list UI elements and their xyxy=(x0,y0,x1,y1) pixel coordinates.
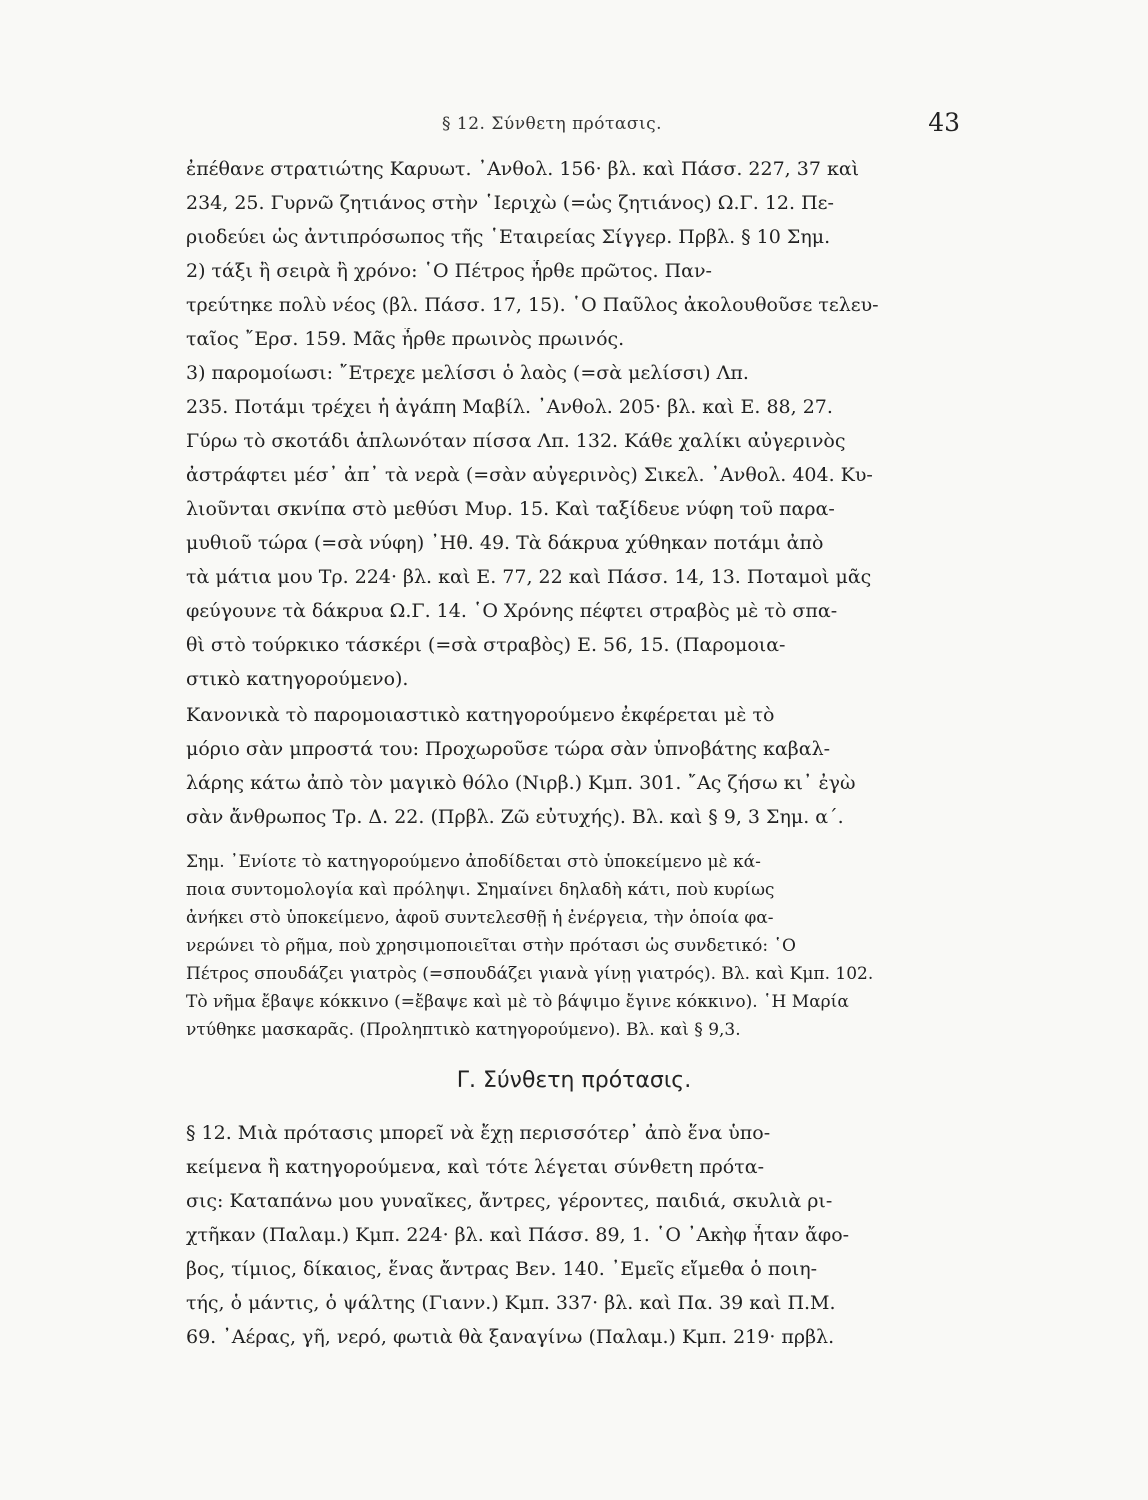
text-line: βος, τίμιος, δίκαιος, ἕνας ἄντρας Βεν. 140. ᾿Εμεῖς εἴμεθα ὁ ποιη- xyxy=(186,1258,818,1280)
note-line: Τὸ νῆμα ἔβαψε κόκκινο (=ἔβαψε καὶ μὲ τὸ βάψιμο ἔγινε κόκκινο). ῾Η Μαρία xyxy=(186,992,849,1012)
text-line: ταῖος ῎Ερσ. 159. Μᾶς ἦρθε πρωινὸς πρωινός. xyxy=(186,328,625,350)
text-line: Γύρω τὸ σκοτάδι ἁπλωνόταν πίσσα Λπ. 132. Κάθε χαλίκι αὐγερινὸς xyxy=(186,430,846,452)
note-block xyxy=(186,852,962,1040)
text-line: ριοδεύει ὡς ἀντιπρόσωπος τῆς ῾Εταιρείας Σίγγερ. Πρβλ. § 10 Σημ. xyxy=(186,226,831,248)
text-line: σὰν ἄνθρωπος Τρ. Δ. 22. (Πρβλ. Ζῶ εὐτυχής). Βλ. καὶ § 9, 3 Σημ. α΄. xyxy=(186,806,844,828)
text-line: ἀστράφτει μέσ᾿ ἀπ᾿ τὰ νερὰ (=σὰν αὐγερινὸς) Σικελ. ᾿Ανθολ. 404. Κυ- xyxy=(186,464,873,486)
text-line: 69. ᾿Αέρας, γῆ, νερό, φωτιὰ θὰ ξαναγίνω (Παλαμ.) Κμπ. 219· πρβλ. xyxy=(186,1326,835,1348)
page-number: 43 xyxy=(928,108,960,137)
text-line: τὰ μάτια μου Τρ. 224· βλ. καὶ Ε. 77, 22 καὶ Πάσσ. 14, 13. Ποταμοὶ μᾶς xyxy=(186,566,872,588)
section-heading: Γ. Σύνθετη πρότασις. xyxy=(456,1068,692,1093)
page-header xyxy=(232,108,960,148)
text-line: φεύγουνε τὰ δάκρυα Ω.Γ. 14. ῾Ο Χρόνης πέφτει στραβὸς μὲ τὸ σπα- xyxy=(186,600,838,622)
note-line: Πέτρος σπουδάζει γιατρὸς (=σπουδάζει γιανὰ γίνῃ γιατρός). Βλ. καὶ Κμπ. 102. xyxy=(186,964,874,984)
note-line: ἀνήκει στὸ ὑποκείμενο, ἀφοῦ συντελεσθῇ ἡ ἐνέργεια, τὴν ὁποία φα- xyxy=(186,908,774,928)
note-line: Σημ. ᾿Ενίοτε τὸ κατηγορούμενο ἀποδίδεται στὸ ὑποκείμενο μὲ κά- xyxy=(186,852,761,872)
text-line: τρεύτηκε πολὺ νέος (βλ. Πάσσ. 17, 15). ῾Ο Παῦλος ἀκολουθοῦσε τελευ- xyxy=(186,294,879,316)
text-line: 2) τάξι ἢ σειρὰ ἢ χρόνο: ῾Ο Πέτρος ἦρθε πρῶτος. Παν- xyxy=(186,260,712,282)
text-line: 234, 25. Γυρνῶ ζητιάνος στὴν ῾Ιεριχὼ (=ὡς ζητιάνος) Ω.Γ. 12. Πε- xyxy=(186,192,834,214)
text-line: στικὸ κατηγορούμενο). xyxy=(186,668,409,690)
text-line: σις: Καταπάνω μου γυναῖκες, ἄντρες, γέροντες, παιδιά, σκυλιὰ ρι- xyxy=(186,1190,833,1212)
text-line: Κανονικὰ τὸ παρομοιαστικὸ κατηγορούμενο ἐκφέρεται μὲ τὸ xyxy=(186,704,775,726)
paragraph-compound-sentence xyxy=(186,1122,962,1372)
text-line: θὶ στὸ τούρκικο τάσκέρι (=σὰ στραβὸς) Ε. 56, 15. (Παρομοια- xyxy=(186,634,786,656)
running-head: § 12. Σύνθετη πρότασις. xyxy=(442,114,663,134)
text-line: χτῆκαν (Παλαμ.) Κμπ. 224· βλ. καὶ Πάσσ. 89, 1. ῾Ο ᾿Ακὴφ ἦταν ἄφο- xyxy=(186,1224,850,1246)
paragraph-examples xyxy=(186,158,962,698)
text-line: μόριο σὰν μπροστά του: Προχωροῦσε τώρα σὰν ὑπνοβάτης καβαλ- xyxy=(186,738,831,760)
text-line: τής, ὁ μάντις, ὁ ψάλτης (Γιανν.) Κμπ. 337· βλ. καὶ Πα. 39 καὶ Π.Μ. xyxy=(186,1292,836,1314)
text-line: κείμενα ἢ κατηγορούμενα, καὶ τότε λέγεται σύνθετη πρότα- xyxy=(186,1156,765,1178)
text-line: § 12. Μιὰ πρότασις μπορεῖ νὰ ἔχῃ περισσότερ᾿ ἀπὸ ἕνα ὑπο- xyxy=(186,1122,771,1144)
text-line: λάρης κάτω ἀπὸ τὸν μαγικὸ θόλο (Νιρβ.) Κμπ. 301. ῎Ας ζήσω κι᾿ ἐγὼ xyxy=(186,772,856,794)
text-line: 3) παρομοίωσι: ῎Ετρεχε μελίσσι ὁ λαὸς (=σὰ μελίσσι) Λπ. xyxy=(186,362,749,384)
note-line: ντύθηκε μασκαρᾶς. (Προληπτικὸ κατηγορούμενο). Βλ. καὶ § 9,3. xyxy=(186,1020,741,1040)
paragraph-comparative-rule xyxy=(186,704,962,844)
note-line: νερώνει τὸ ρῆμα, ποὺ χρησιμοποιεῖται στὴν πρότασι ὡς συνδετικό: ῾Ο xyxy=(186,936,796,956)
text-line: λιοῦνται σκνίπα στὸ μεθύσι Μυρ. 15. Καὶ ταξίδευε νύφη τοῦ παρα- xyxy=(186,498,835,520)
text-line: μυθιοῦ τώρα (=σὰ νύφη) ᾿Ηθ. 49. Τὰ δάκρυα χύθηκαν ποτάμι ἀπὸ xyxy=(186,532,824,554)
text-line: 235. Ποτάμι τρέχει ἡ ἀγάπη Μαβίλ. ᾿Ανθολ. 205· βλ. καὶ Ε. 88, 27. xyxy=(186,396,833,418)
text-line: ἐπέθανε στρατιώτης Καρυωτ. ᾿Ανθολ. 156· βλ. καὶ Πάσσ. 227, 37 καὶ xyxy=(186,158,860,180)
note-line: ποια συντομολογία καὶ πρόληψι. Σημαίνει δηλαδὴ κάτι, ποὺ κυρίως xyxy=(186,880,775,900)
